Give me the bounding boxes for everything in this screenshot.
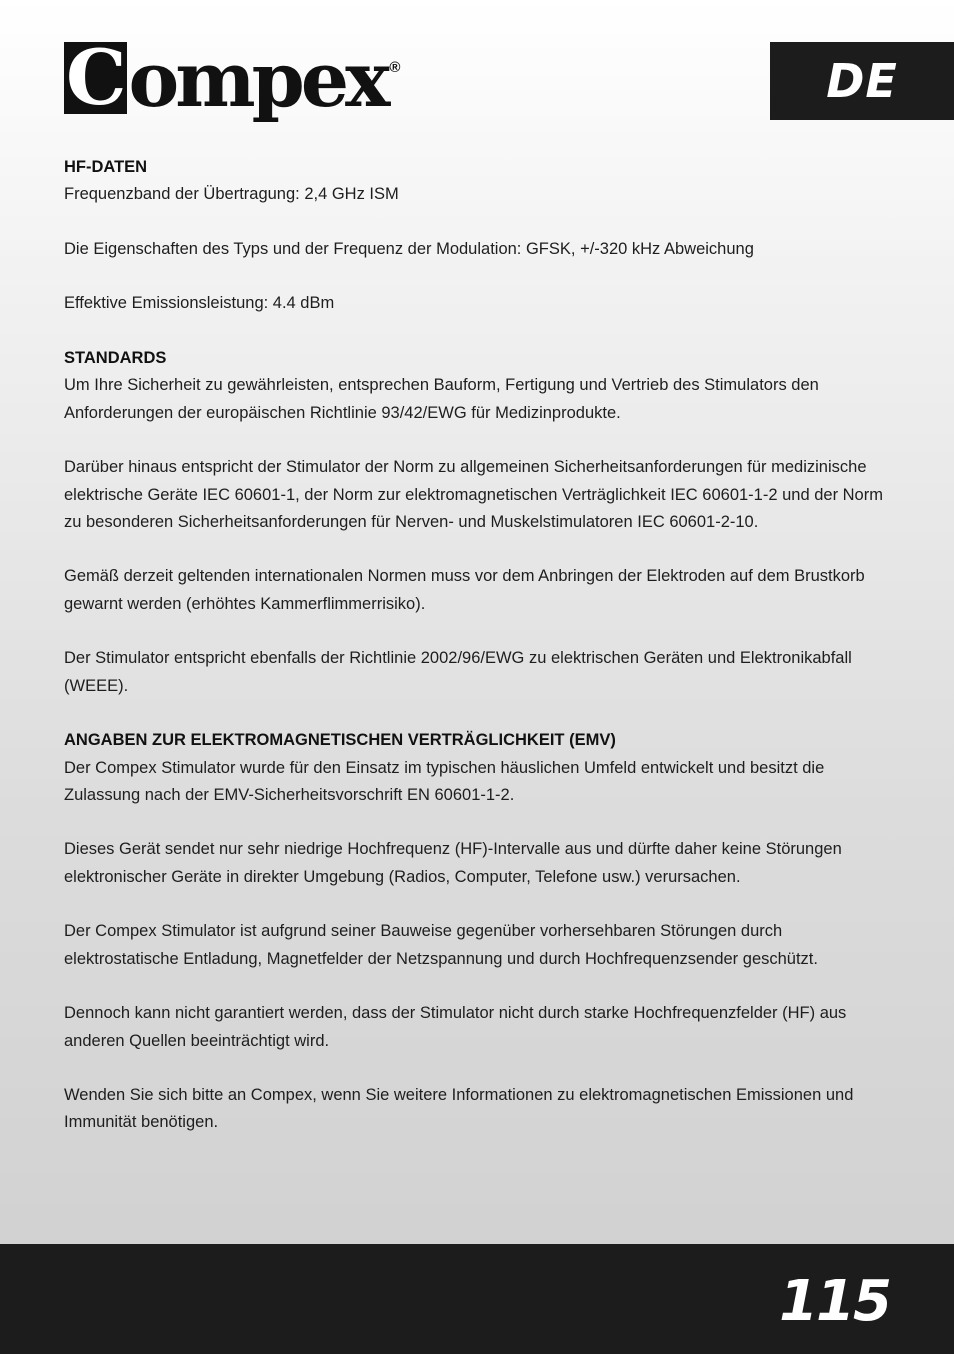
compex-logo [64, 33, 401, 124]
language-tab [770, 42, 954, 120]
section-heading: ANGABEN ZUR ELEKTROMAGNETISCHEN VERTRÄGLICHKEIT (EMV) [64, 731, 616, 750]
paragraph: Die Eigenschaften des Typs und der Frequenz der Modulation: GFSK, +/-320 kHz Abweichung [64, 239, 754, 258]
registered-mark: ® [389, 59, 401, 76]
paragraph: Dieses Gerät sendet nur sehr niedrige Hochfrequenz (HF)-Intervalle aus und dürfte daher keine Störungen elektronischer Geräte in direkter Umgebung (Radios, Computer, Telefone usw.) verursachen. [64, 840, 842, 886]
page-number: 115 [779, 1269, 890, 1334]
logo-initial: C [64, 42, 127, 114]
paragraph: Frequenzband der Übertragung: 2,4 GHz ISM [64, 185, 399, 204]
paragraph: Effektive Emissionsleistung: 4.4 dBm [64, 294, 335, 313]
section-emv [64, 727, 896, 1136]
page-footer [0, 1244, 954, 1354]
paragraph: Um Ihre Sicherheit zu gewährleisten, entsprechen Bauform, Fertigung und Vertrieb des Stimulators den Anforderungen der europäischen Richtlinie 93/42/EWG für Medizinprodukte. [64, 376, 819, 422]
section-heading: STANDARDS [64, 349, 167, 368]
paragraph: Der Compex Stimulator ist aufgrund seiner Bauweise gegenüber vorhersehbaren Störungen durch elektrostatische Entladung, Magnetfelder der Netzspannung und durch Hochfrequenzsender geschützt. [64, 922, 818, 968]
language-label: DE [826, 54, 898, 108]
paragraph: Gemäß derzeit geltenden internationalen Normen muss vor dem Anbringen der Elektroden auf dem Brustkorb gewarnt werden (erhöhtes Kammerflimmerrisiko). [64, 567, 865, 613]
paragraph: Dennoch kann nicht garantiert werden, dass der Stimulator nicht durch starke Hochfrequenzfelder (HF) aus anderen Quellen beeinträchtigt wird. [64, 1004, 847, 1050]
paragraph: Der Compex Stimulator wurde für den Einsatz im typischen häuslichen Umfeld entwickelt und besitzt die Zulassung nach der EMV-Sicherheitsvorschrift EN 60601-1-2. [64, 758, 825, 804]
section-standards [64, 345, 896, 700]
document-body [64, 154, 896, 1164]
section-heading: HF-DATEN [64, 158, 148, 176]
paragraph: Der Stimulator entspricht ebenfalls der Richtlinie 2002/96/EWG zu elektrischen Geräten und Elektronikabfall (WEEE). [64, 649, 852, 695]
paragraph: Wenden Sie sich bitte an Compex, wenn Sie weitere Informationen zu elektromagnetischen Emissionen und Immunität benötigen. [64, 1086, 854, 1132]
paragraph: Darüber hinaus entspricht der Stimulator der Norm zu allgemeinen Sicherheitsanforderungen für medizinische elektrische Geräte IEC 60601-1, der Norm zur elektromagnetischen Verträglichkeit IEC 60601-1-2 und der Norm zu besonderen Sicherheitsanforderungen für Nerven- und Muskelstimulatoren IEC 60601-2-10. [64, 458, 883, 531]
section-hf-daten [64, 154, 896, 318]
logo-text: ompex [128, 35, 387, 124]
